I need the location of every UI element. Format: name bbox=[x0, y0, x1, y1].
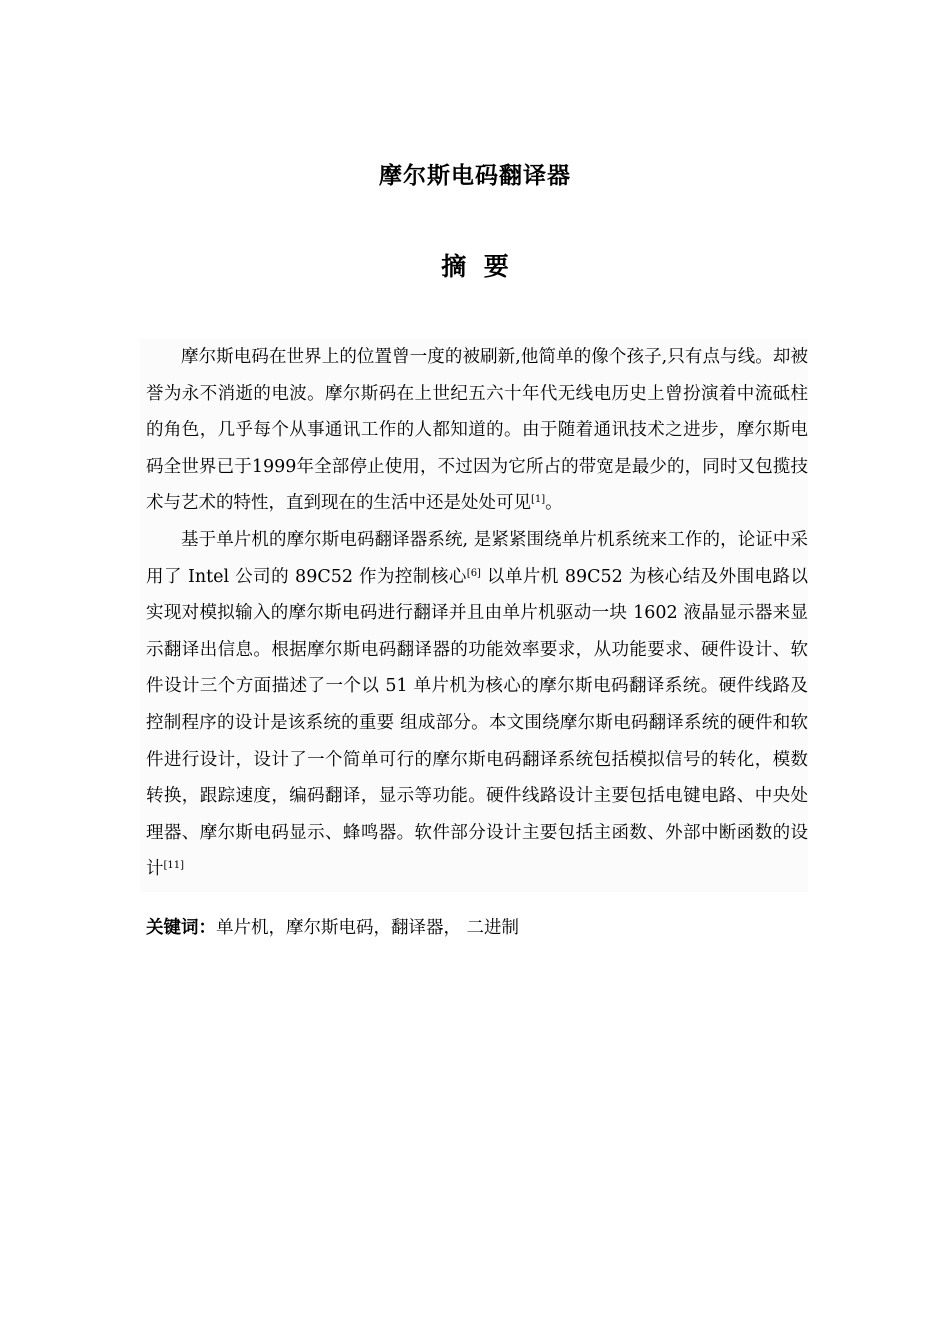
abstract-paragraph-2 bbox=[146, 522, 808, 888]
citation-marker: [11] bbox=[163, 860, 185, 872]
paragraph-tail: 。 bbox=[545, 493, 563, 514]
keywords-label: 关键词： bbox=[146, 918, 216, 938]
keywords-text: 单片机，摩尔斯电码，翻译器， 二进制 bbox=[216, 918, 520, 938]
paragraph-text: 基于单片机的摩尔斯电码翻译器系统, 是紧紧围绕单片机系统来工作的，论证中采用了 Intel 公司的 89C52 作为控制核心 bbox=[146, 529, 808, 587]
paragraph-text: 以单片机 89C52 为核心结及外围电路以实现对模拟输入的摩尔斯电码进行翻译并且由单片机驱动一块 1602 液晶显示器来显示翻译出信息。根据摩尔斯电码翻译器的功能效率要求，从功能要求、硬件设计、软件设计三个方面描述了一个以 51 单片机为核心的摩尔斯电码翻译系统。硬件线路及控制程序的设计是该系统的重要 组成部分。本文围绕摩尔斯电码翻译系统的硬件和软件进行设计，设计了一个简单可行的摩尔斯电码翻译系统包括模拟信号的转化，模数转换，跟踪速度，编码翻译，显示等功能。硬件线路设计主要包括电键电路、中央处理器、摩尔斯电码显示、蜂鸣器。软件部分设计主要包括主函数、外部中断函数的设计 bbox=[146, 566, 808, 880]
citation-marker: [1] bbox=[531, 494, 546, 506]
keywords-line bbox=[146, 910, 808, 946]
abstract-body bbox=[140, 339, 808, 892]
document-title: 摩尔斯电码翻译器 bbox=[379, 163, 571, 189]
abstract-paragraph-1 bbox=[146, 339, 808, 522]
citation-marker: [6] bbox=[466, 567, 481, 579]
paragraph-text: 摩尔斯电码在世界上的位置曾一度的被刷新,他简单的像个孩子,只有点与线。却被誉为永不消逝的电波。摩尔斯码在上世纪五六十年代无线电历史上曾扮演着中流砥柱的角色，几乎每个从事通讯工作的人都知道的。由于随着通讯技术之进步，摩尔斯电码全世界已于1999年全部停止使用，不过因为它所占的带宽是最少的，同时又包揽技术与艺术的特性，直到现在的生活中还是处处可见 bbox=[146, 347, 808, 514]
abstract-heading: 摘 要 bbox=[441, 252, 509, 281]
